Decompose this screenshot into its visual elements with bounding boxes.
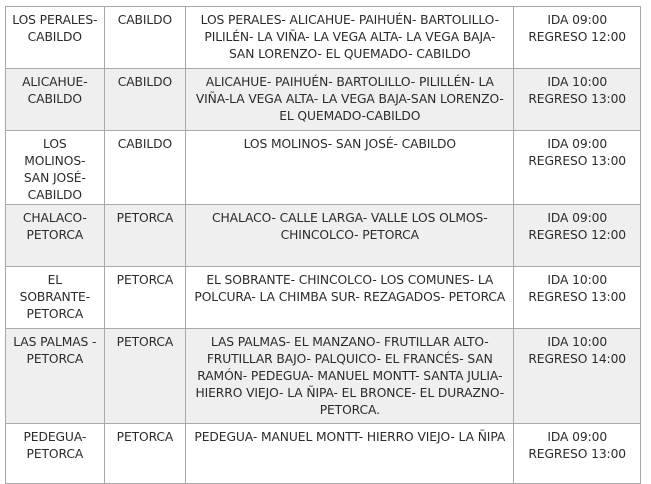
origin-cell bbox=[6, 329, 105, 424]
route-cell bbox=[186, 329, 514, 424]
route-cell bbox=[186, 131, 514, 205]
schedule-cell bbox=[514, 7, 641, 69]
route-text: LOS MOLINOS- SAN JOSÉ- CABILDO bbox=[243, 137, 457, 151]
commune-text: PETORCA bbox=[116, 273, 174, 287]
commune-cell bbox=[104, 424, 186, 484]
commune-text: CABILDO bbox=[117, 75, 173, 89]
return-time: REGRESO 13:00 bbox=[528, 290, 627, 304]
origin-cell bbox=[6, 131, 105, 205]
route-text: EL SOBRANTE- CHINCOLCO- LOS COMUNES- LA POLCURA- LA CHIMBA SUR- REZAGADOS- PETORCA bbox=[194, 273, 506, 304]
commune-text: PETORCA bbox=[116, 430, 174, 444]
table-row bbox=[6, 69, 641, 131]
table-row bbox=[6, 329, 641, 424]
return-time: REGRESO 12:00 bbox=[528, 30, 627, 44]
departure-time: IDA 10:00 bbox=[547, 75, 608, 89]
departure-time: IDA 09:00 bbox=[547, 13, 608, 27]
departure-time: IDA 09:00 bbox=[547, 211, 608, 225]
commune-cell bbox=[104, 69, 186, 131]
route-cell bbox=[186, 205, 514, 267]
commune-text: CABILDO bbox=[117, 137, 173, 151]
origin-text: CHALACO- PETORCA bbox=[22, 211, 87, 242]
schedule-cell bbox=[514, 69, 641, 131]
origin-text: ALICAHUE- CABILDO bbox=[22, 75, 88, 106]
table-row bbox=[6, 205, 641, 267]
schedule-cell bbox=[514, 131, 641, 205]
route-text: PEDEGUA- MANUEL MONTT- HIERRO VIEJO- LA ÑIPA bbox=[194, 430, 506, 444]
origin-cell bbox=[6, 7, 105, 69]
schedule-cell bbox=[514, 424, 641, 484]
origin-text: EL SOBRANTE- PETORCA bbox=[19, 273, 91, 321]
origin-text: LAS PALMAS - PETORCA bbox=[13, 335, 97, 366]
commune-cell bbox=[104, 329, 186, 424]
origin-text: LOS MOLINOS- SAN JOSÉ- CABILDO bbox=[23, 137, 86, 202]
route-cell bbox=[186, 267, 514, 329]
commune-cell bbox=[104, 267, 186, 329]
origin-cell bbox=[6, 424, 105, 484]
return-time: REGRESO 14:00 bbox=[528, 352, 627, 366]
bus-schedule-table bbox=[5, 6, 641, 484]
commune-text: PETORCA bbox=[116, 211, 174, 225]
route-text: CHALACO- CALLE LARGA- VALLE LOS OLMOS- CHINCOLCO- PETORCA bbox=[212, 211, 488, 242]
commune-cell bbox=[104, 7, 186, 69]
route-cell bbox=[186, 7, 514, 69]
commune-text: PETORCA bbox=[116, 335, 174, 349]
table-row bbox=[6, 424, 641, 484]
origin-text: LOS PERALES- CABILDO bbox=[12, 13, 98, 44]
origin-cell bbox=[6, 205, 105, 267]
return-time: REGRESO 13:00 bbox=[528, 154, 627, 168]
route-text: LOS PERALES- ALICAHUE- PAIHUÉN- BARTOLILLO- PILILÉN- LA VIÑA- LA VEGA ALTA- LA VEGA BAJA- SAN LORENZO- EL QUEMADO- CABILDO bbox=[200, 13, 499, 61]
commune-cell bbox=[104, 205, 186, 267]
return-time: REGRESO 13:00 bbox=[528, 447, 627, 461]
departure-time: IDA 10:00 bbox=[547, 335, 608, 349]
origin-cell bbox=[6, 69, 105, 131]
route-text: ALICAHUE- PAIHUÉN- BARTOLILLO- PILILLÉN- LA VIÑA-LA VEGA ALTA- LA VEGA BAJA-SAN LORENZO-EL QUEMADO-CABILDO bbox=[195, 75, 504, 123]
schedule-cell bbox=[514, 205, 641, 267]
departure-time: IDA 10:00 bbox=[547, 273, 608, 287]
table-row bbox=[6, 7, 641, 69]
departure-time: IDA 09:00 bbox=[547, 137, 608, 151]
return-time: REGRESO 12:00 bbox=[528, 228, 627, 242]
commune-text: CABILDO bbox=[117, 13, 173, 27]
origin-text: PEDEGUA- PETORCA bbox=[23, 430, 87, 461]
departure-time: IDA 09:00 bbox=[547, 430, 608, 444]
table-row bbox=[6, 131, 641, 205]
route-cell bbox=[186, 69, 514, 131]
return-time: REGRESO 13:00 bbox=[528, 92, 627, 106]
commune-cell bbox=[104, 131, 186, 205]
route-cell bbox=[186, 424, 514, 484]
route-text: LAS PALMAS- EL MANZANO- FRUTILLAR ALTO- FRUTILLAR BAJO- PALQUICO- EL FRANCÉS- SAN RAMÓN- PEDEGUA- MANUEL MONTT- SANTA JULIA- HIERRO VIEJO- LA ÑIPA- EL BRONCE- EL DURAZNO- PETORCA. bbox=[195, 335, 505, 417]
schedule-cell bbox=[514, 267, 641, 329]
origin-cell bbox=[6, 267, 105, 329]
table-row bbox=[6, 267, 641, 329]
schedule-cell bbox=[514, 329, 641, 424]
